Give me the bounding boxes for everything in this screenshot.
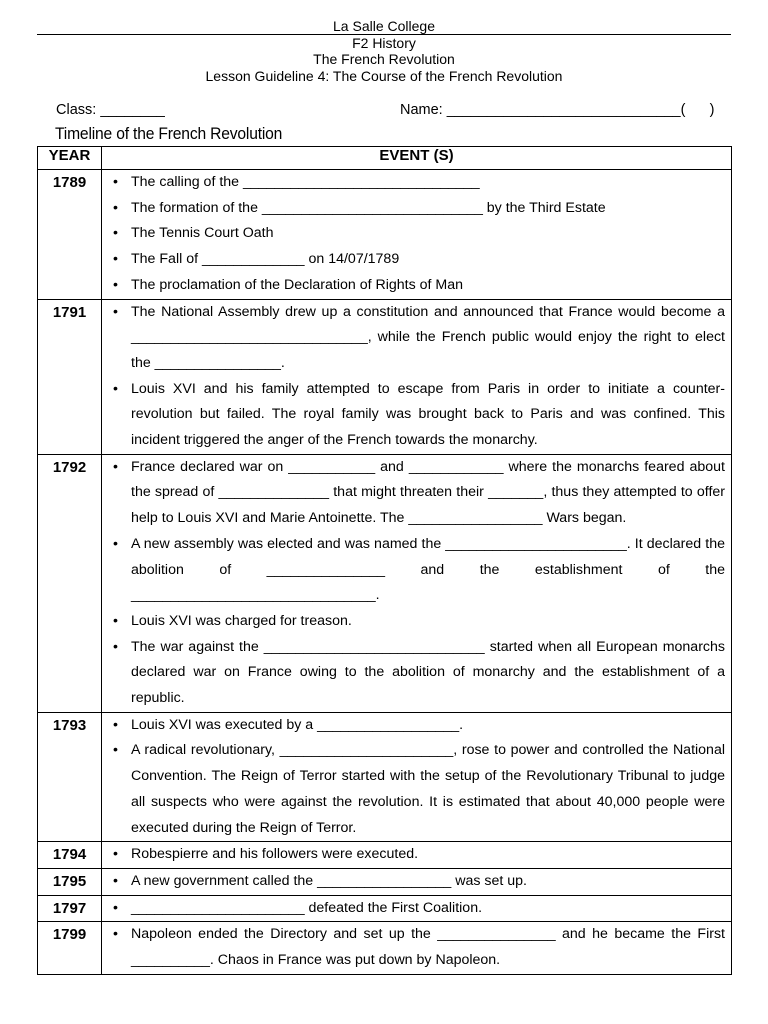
table-row (38, 299, 732, 454)
school-name: La Salle College (333, 18, 435, 34)
event-cell (102, 842, 732, 869)
event-item: • Louis XVI and his family attempted to escape from Paris in order to initiate a counter-revolution but failed. The royal family was brought back to Paris and was confined. This incident triggered the anger of the French towards the monarchy. (102, 377, 725, 454)
event-cell (102, 712, 732, 842)
document-header (0, 18, 768, 84)
lesson-title: Lesson Guideline 4: The Course of the French Revolution (205, 67, 563, 84)
table-row (38, 922, 732, 974)
timeline-title: Timeline of the French Revolution (55, 124, 283, 143)
event-item: • Louis XVI was charged for treason. (102, 609, 725, 635)
event-item: • The Tennis Court Oath (102, 221, 725, 247)
table-header-row (38, 147, 732, 170)
event-item: • The formation of the ____________________________ by the Third Estate (102, 196, 725, 222)
event-cell (102, 170, 732, 300)
year-cell: 1794 (38, 842, 102, 869)
header-rule (37, 34, 731, 35)
year-cell: 1797 (38, 895, 102, 922)
table-row (38, 454, 732, 712)
year-cell: 1791 (38, 299, 102, 454)
event-item: • Napoleon ended the Directory and set up the _______________ and he became the First __________. Chaos in France was put down by Napoleon. (102, 922, 725, 973)
event-item: • Louis XVI was executed by a __________________. (102, 713, 725, 739)
event-item: • The war against the ____________________________ started when all European monarchs declared war on France owing to the abolition of monarchy and the establishment of a republic. (102, 635, 725, 712)
event-column-header: EVENT (S) (102, 147, 732, 170)
event-item: • Robespierre and his followers were executed. (102, 842, 725, 868)
year-cell: 1799 (38, 922, 102, 974)
year-column-header: YEAR (38, 147, 102, 170)
event-item: • A new government called the _________________ was set up. (102, 869, 725, 895)
table-row (38, 712, 732, 842)
table-row (38, 842, 732, 869)
event-cell (102, 868, 732, 895)
table-row (38, 895, 732, 922)
topic-title: The French Revolution (313, 51, 455, 67)
event-cell (102, 299, 732, 454)
event-cell (102, 922, 732, 974)
event-cell (102, 895, 732, 922)
year-cell: 1789 (38, 170, 102, 300)
year-cell: 1792 (38, 454, 102, 712)
event-item: • A new assembly was elected and was named the _______________________. It declared the abolition of _______________ and the establishment of the _______________________________. (102, 532, 725, 609)
event-item: • The Fall of _____________ on 14/07/1789 (102, 247, 725, 273)
event-item: • France declared war on ___________ and ____________ where the monarchs feared about the spread of ______________ that might threaten their _______, thus they attempted to offer help to Louis XVI and Marie Antoinette. The _________________ Wars began. (102, 455, 725, 532)
year-cell: 1795 (38, 868, 102, 895)
table-row (38, 868, 732, 895)
event-item: • The proclamation of the Declaration of Rights of Man (102, 273, 725, 299)
year-cell: 1793 (38, 712, 102, 842)
course-name: F2 History (352, 34, 416, 51)
class-field[interactable]: Class: ________ (56, 102, 165, 118)
table-row (38, 170, 732, 300)
event-item: • ______________________ defeated the First Coalition. (102, 896, 725, 922)
event-item: • The calling of the ______________________________ (102, 170, 725, 196)
event-item: • A radical revolutionary, ______________________, rose to power and controlled the National Convention. The Reign of Terror started with the setup of the Revolutionary Tribunal to judge all suspects who were against the revolution. It is estimated that about 40,000 people were executed during the Reign of Terror. (102, 738, 725, 841)
event-cell (102, 454, 732, 712)
name-field[interactable]: Name: _____________________________( ) (400, 102, 715, 118)
timeline-table (37, 146, 732, 975)
event-item: • The National Assembly drew up a constitution and announced that France would become a ______________________________, while the French public would enjoy the right to elect the ________________. (102, 300, 725, 377)
